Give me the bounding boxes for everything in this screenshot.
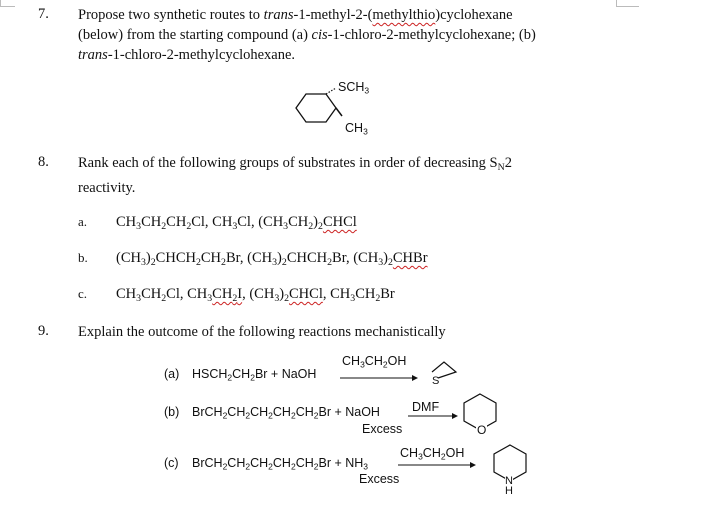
- question-8-number: 8.: [38, 154, 49, 170]
- page-corner-left: [0, 0, 15, 7]
- reaction-a-label: (a): [164, 367, 180, 381]
- item-a-text: $CH_3CH_2CH_2Cl$, $CH_3Cl$, $(CH_3CH_2)_2CHCl$: [116, 214, 357, 232]
- item-c-label: c.: [78, 286, 88, 301]
- question-9-line-1: Explain the outcome of the following reactions mechanistically: [78, 324, 446, 340]
- question-8-line-1: Rank each of the following groups of substrates in order of decreasing $S_N2$: [78, 155, 512, 173]
- reaction-c-arrow: [398, 462, 478, 468]
- reaction-a-reactants: $HSCH_2CH_2Br$ + NaOH: [192, 367, 317, 383]
- page-corner-right: [616, 0, 639, 7]
- reaction-b-excess: Excess: [362, 422, 403, 436]
- sch3-label: $SCH_3$: [338, 80, 370, 96]
- reaction-b-reactants: $BrCH_2CH_2CH_2CH_2CH_2Br$ + NaOH: [192, 405, 380, 421]
- reaction-a-arrow: [340, 375, 420, 381]
- question-7-line-3: trans-1-chloro-2-methylcyclohexane.: [78, 47, 296, 63]
- product-c-atom: N H: [505, 475, 513, 497]
- reaction-c-condition: $CH_3CH_2OH$: [400, 446, 465, 462]
- item-b-label: b.: [78, 250, 88, 265]
- item-a-label: a.: [78, 214, 88, 229]
- question-7-number: 7.: [38, 6, 49, 22]
- item-b-text: $(CH_3)_2CHCH_2CH_2Br$, $(CH_3)_2CHCH_2Br$, $(CH_3)_2CHBr$: [116, 250, 428, 268]
- reaction-b-condition: DMF: [412, 400, 440, 414]
- reaction-b-arrow: [408, 413, 460, 419]
- reaction-c-reactants: $BrCH_2CH_2CH_2CH_2CH_2Br + NH_3$: [192, 456, 369, 472]
- reaction-a-condition: $CH_3CH_2OH$: [342, 354, 407, 370]
- product-a-atom: S: [432, 375, 440, 387]
- ch3-label: $CH_3$: [345, 121, 368, 137]
- reaction-c-excess: Excess: [359, 472, 400, 486]
- question-7-line-1: Propose two synthetic routes to trans-1-methyl-2-(methylthio)cyclohexane: [78, 7, 513, 23]
- reaction-c-label: (c): [164, 456, 179, 470]
- question-8-line-2: reactivity.: [78, 180, 136, 196]
- product-b-atom: O: [477, 423, 487, 437]
- reaction-b-label: (b): [164, 405, 180, 419]
- item-c-text: $CH_3CH_2Cl$, $CH_3CH_2I$, $(CH_3)_2CHCl$, $CH_3CH_2Br$: [116, 286, 395, 304]
- question-7-line-2: (below) from the starting compound (a) cis-1-chloro-2-methylcyclohexane; (b): [78, 27, 536, 43]
- question-9-number: 9.: [38, 323, 49, 339]
